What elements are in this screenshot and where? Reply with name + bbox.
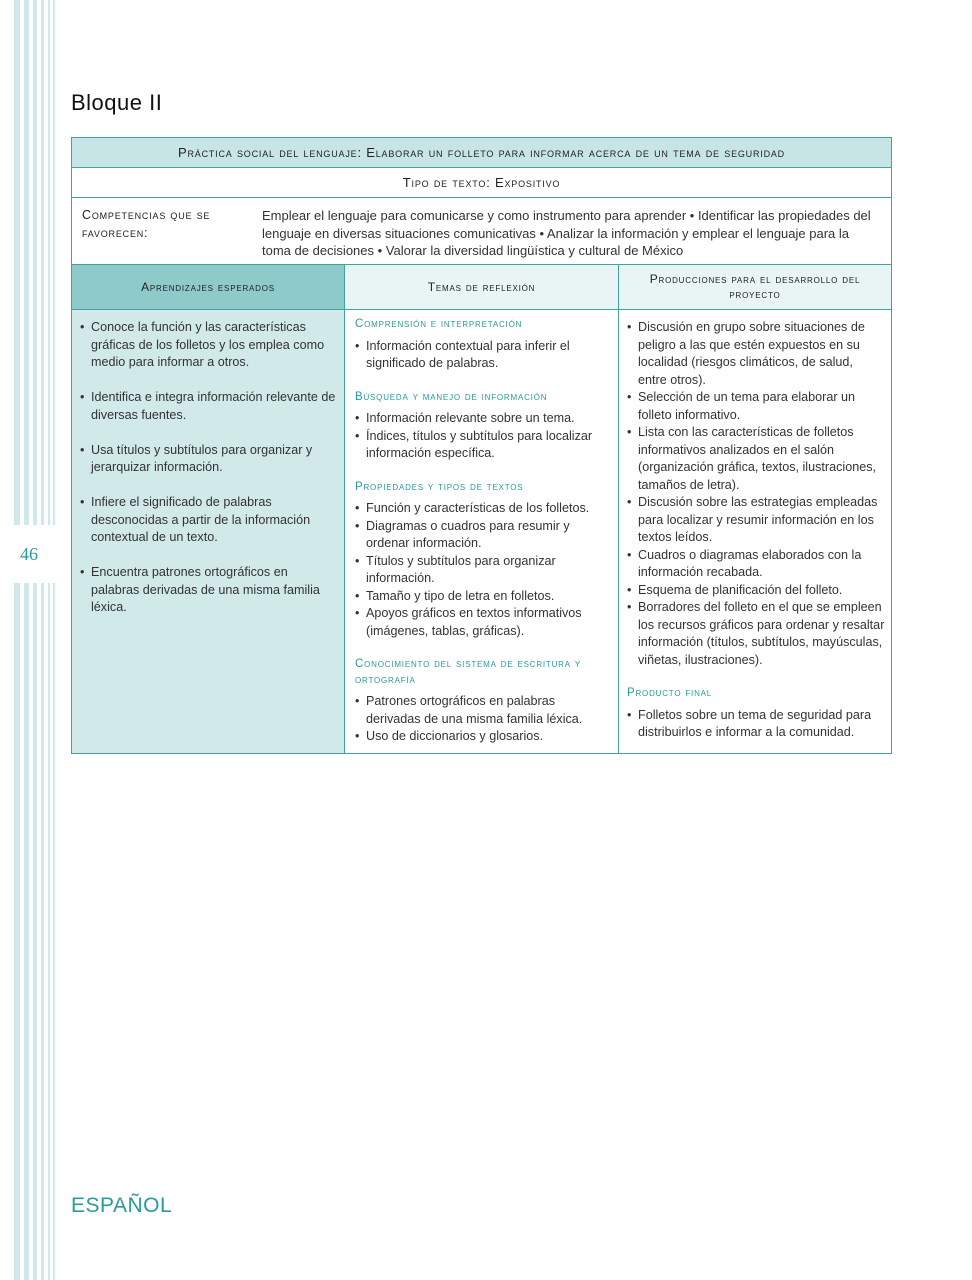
- tipo-texto-row: Tipo de texto: Expositivo: [72, 168, 891, 198]
- list-item: • Apoyos gráficos en textos informativos (imágenes, tablas, gráficas).: [355, 606, 582, 638]
- header-producciones: Producciones para el desarrollo del proyecto: [619, 265, 891, 309]
- competencias-label: Competencias que se favorecen:: [82, 208, 211, 240]
- list-item: • Información contextual para inferir el significado de palabras.: [355, 338, 570, 370]
- section-title: Búsqueda y manejo de información: [355, 390, 548, 403]
- tema-section: [355, 390, 610, 463]
- header-aprendizajes: Aprendizajes esperados: [72, 265, 345, 309]
- list-item: • Patrones ortográficos en palabras derivadas de una misma familia léxica.: [355, 694, 583, 726]
- list-item: • Índices, títulos y subtítulos para localizar información específica.: [355, 428, 593, 460]
- column-headers: [72, 265, 891, 310]
- list-item: • Encuentra patrones ortográficos en palabras derivadas de una misma familia léxica.: [80, 565, 320, 614]
- list-item: • Cuadros o diagramas elaborados con la información recabada.: [627, 547, 862, 579]
- list-item: • Borradores del folleto en el que se empleen los recursos gráficos para ordenar y resaltar información (títulos, subtítulos, mayúsculas, viñetas, ilustraciones).: [627, 600, 885, 667]
- section-title: Conocimiento del sistema de escritura y ortografía: [355, 658, 582, 686]
- table-body: [72, 310, 891, 753]
- list-item: • Función y características de los folletos.: [355, 501, 590, 515]
- list-item: • Esquema de planificación del folleto.: [627, 582, 843, 597]
- block-title: Bloque II: [71, 90, 163, 115]
- list-item: • Lista con las características de folletos informativos analizados en el salón (organización gráfica, textos, ilustraciones, tamaños de letra).: [627, 425, 876, 492]
- list-item: • Folletos sobre un tema de seguridad para distribuirlos e informar a la comunidad.: [627, 707, 872, 739]
- list-item: • Identifica e integra información relevante de diversas fuentes.: [80, 390, 336, 422]
- decorative-stripes: [0, 0, 60, 1280]
- list-item: • Selección de un tema para elaborar un folleto informativo.: [627, 390, 856, 422]
- header-temas: Temas de reflexión: [345, 265, 619, 309]
- list-item: • Títulos y subtítulos para organizar información.: [355, 553, 556, 585]
- producto-final-section: [627, 686, 885, 742]
- subject-footer: ESPAÑOL: [71, 1194, 173, 1217]
- tema-section: [355, 480, 610, 641]
- list-item: • Información relevante sobre un tema.: [355, 411, 575, 425]
- producto-final-title: Producto final: [627, 687, 713, 699]
- producciones-column: [619, 310, 891, 753]
- list-item: • Uso de diccionarios y glosarios.: [355, 729, 544, 743]
- curriculum-table: [71, 137, 892, 754]
- list-item: • Conoce la función y las características gráficas de los folletos y los emplea como medio para informar a otros.: [80, 320, 325, 369]
- aprendizajes-column: [72, 310, 345, 753]
- list-item: • Infiere el significado de palabras desconocidas a partir de la información contextual de un texto.: [80, 495, 311, 544]
- list-item: • Tamaño y tipo de letra en folletos.: [355, 588, 555, 603]
- tema-section: [355, 657, 610, 746]
- competencias-text: Emplear el lenguaje para comunicarse y como instrumento para aprender • Identificar las propiedades del lenguaje en diversas situaciones comunicativas • Analizar la información y emplear el lenguaje para la toma de decisiones • Valorar la diversidad lingüística y cultural de México: [262, 208, 871, 258]
- section-title: Comprensión e interpretación: [355, 318, 523, 330]
- practica-social-row: Práctica social del lenguaje: Elaborar un folleto para informar acerca de un tema de seguridad: [72, 138, 891, 168]
- list-item: • Usa títulos y subtítulos para organizar y jerarquizar información.: [80, 442, 313, 474]
- producciones-list: [627, 319, 885, 669]
- tema-section: [355, 317, 610, 373]
- list-item: • Discusión en grupo sobre situaciones de peligro a las que estén expuestos en su localidad (riesgos climáticos, de salud, entre otros).: [627, 320, 865, 387]
- list-item: • Discusión sobre las estrategias empleadas para localizar y resumir información en los textos leídos.: [627, 495, 878, 544]
- section-title: Propiedades y tipos de textos: [355, 480, 524, 493]
- competencias-row: [72, 198, 891, 265]
- temas-column: [345, 310, 619, 753]
- list-item: • Diagramas o cuadros para resumir y ordenar información.: [355, 518, 570, 550]
- page-number: 46: [20, 544, 38, 564]
